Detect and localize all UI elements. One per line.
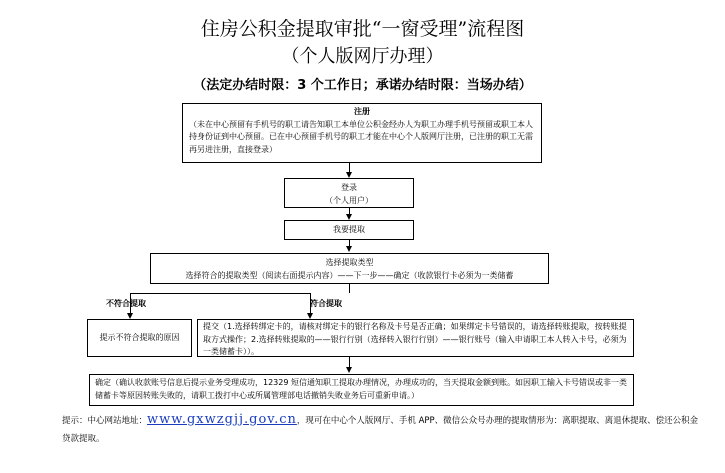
confirm-box [89, 374, 634, 406]
connector-select-branch [349, 284, 350, 293]
withdraw-box [284, 220, 414, 240]
not-eligible-box [87, 319, 192, 357]
register-text: （未在中心预留有手机号的职工请告知职工本单位公积金经办人为职工办理手机号预留或职工本人持身份证到中心预留。已在中心预留手机号的职工才能在中心个人版网厅注册，已注册的职工无需再另进注册，直接登录） [189, 119, 533, 154]
hint-footer [62, 411, 702, 448]
withdraw-label: 我要提取 [333, 225, 365, 234]
submit-text: 提交（1.选择转绑定卡的，请核对绑定卡的银行名称及卡号是否正确；如果绑定卡号错误的，请选择转账提取，按转账提取方式操作；2.选择转账提取的——银行行别（选择转入银行行别）——银行账号（输入申请职工本人转入卡号，必须为一类储蓄卡））。 [203, 322, 627, 356]
branch-line [130, 293, 311, 294]
arrow-submit-confirm [346, 367, 352, 373]
hint-suffix: ，现可在中心个人版网厅、手机 APP、微信公众号办理的提取情形为：离职提取、离退休提取、偿还公积金贷款提取。 [62, 416, 699, 444]
login-box [284, 178, 414, 208]
register-box [182, 103, 542, 163]
select-type-box [150, 253, 549, 284]
select-type-text: 选择符合的提取类型（阅读右面提示内容）——下一步——确定（收款银行卡必须为一类储蓄 [185, 270, 514, 280]
page-title: 住房公积金提取审批“一窗受理”流程图 [200, 18, 525, 40]
website-link[interactable]: www.gxwzgjj.gov.cn [147, 412, 297, 427]
submit-box [197, 319, 634, 357]
label-not-eligible: 不符合提取 [106, 299, 146, 308]
not-eligible-text: 提示不符合提取的原因 [99, 332, 180, 342]
hint-prefix: 提示：中心网站地址： [62, 416, 148, 426]
confirm-text: 确定（确认收款账号信息后提示业务受理成功，12329 短信通知职工提取办理情况，办理成功的，当天提取金额到账。如因职工输入卡号错误或非一类储蓄卡等原因转账失败的，请职工拨打中心或所属管理部电话撤销失败业务后可重新申请。） [95, 378, 627, 400]
label-eligible: 符合提取 [310, 299, 342, 308]
register-title: 注册 [354, 107, 370, 116]
login-title: 登录 [341, 183, 357, 192]
arrow-withdraw-select [346, 246, 352, 252]
select-type-title: 选择提取类型 [325, 258, 374, 267]
page-subtitle: （个人版网厅办理） [281, 46, 444, 67]
login-subtitle: （个人用户） [325, 195, 373, 205]
time-limits: （法定办结时限：3 个工作日；承诺办结时限：当场办结） [193, 78, 532, 93]
